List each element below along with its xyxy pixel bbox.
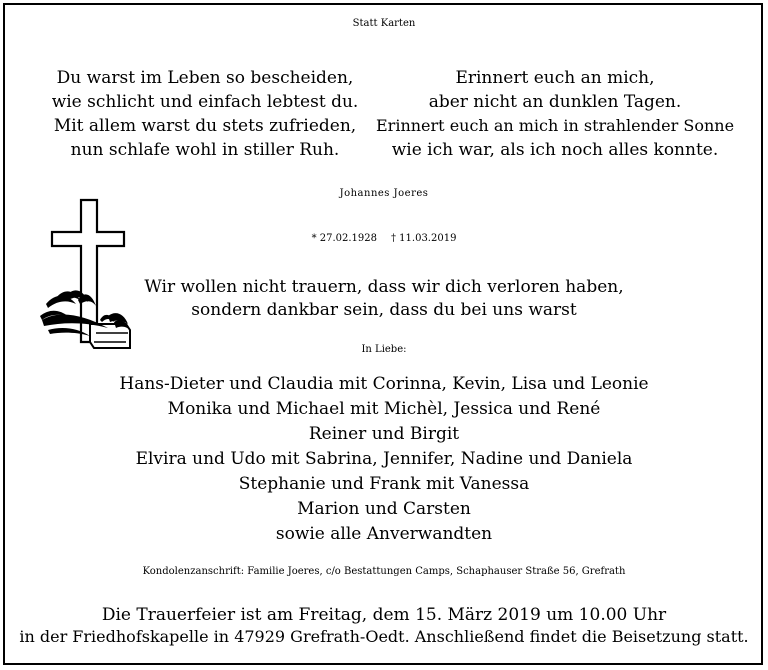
condolence-address: Kondolenzanschrift: Familie Joeres, c/o Bestattungen Camps, Schaphauser Straße 56, Grefrath xyxy=(142,566,626,577)
family-line: Monika und Michael mit Michèl, Jessica und René xyxy=(167,399,601,419)
family-line: Reiner und Birgit xyxy=(308,424,460,444)
deceased-name: Johannes Joeres xyxy=(339,188,429,199)
family-line: Stephanie und Frank mit Vanessa xyxy=(238,474,530,494)
family-list xyxy=(0,372,768,547)
poem-left xyxy=(40,66,370,162)
poem-left-line: wie schlicht und einfach lebtest du. xyxy=(51,92,359,112)
quote-line: sondern dankbar sein, dass du bei uns warst xyxy=(191,300,577,320)
header-statt-karten: Statt Karten xyxy=(352,18,416,29)
memorial-quote xyxy=(0,276,768,322)
family-line: Hans-Dieter und Claudia mit Corinna, Kevin, Lisa und Leonie xyxy=(119,374,649,394)
family-line: Elvira und Udo mit Sabrina, Jennifer, Nadine und Daniela xyxy=(135,449,633,469)
funeral-line: in der Friedhofskapelle in 47929 Grefrath-Oedt. Anschließend findet die Beisetzung statt. xyxy=(19,627,749,646)
birth-date: * 27.02.1928 xyxy=(311,233,377,244)
life-dates xyxy=(0,233,768,244)
poem-left-line: nun schlafe wohl in stiller Ruh. xyxy=(70,140,340,160)
family-line: Marion und Carsten xyxy=(297,499,471,519)
poem-right-line: wie ich war, als ich noch alles konnte. xyxy=(391,140,719,160)
poem-right xyxy=(376,66,734,162)
family-line: sowie alle Anverwandten xyxy=(275,524,493,544)
poem-right-line: Erinnert euch an mich in strahlender Sonne xyxy=(376,116,735,135)
death-date: † 11.03.2019 xyxy=(391,233,457,244)
funeral-line: Die Trauerfeier ist am Freitag, dem 15. März 2019 um 10.00 Uhr xyxy=(101,605,667,625)
poem-right-line: Erinnert euch an mich, xyxy=(455,68,655,88)
poem-right-line: aber nicht an dunklen Tagen. xyxy=(428,92,682,112)
poem-left-line: Du warst im Leben so bescheiden, xyxy=(56,68,354,88)
funeral-info xyxy=(0,604,768,648)
poem-left-line: Mit allem warst du stets zufrieden, xyxy=(53,116,357,136)
quote-line: Wir wollen nicht trauern, dass wir dich verloren haben, xyxy=(144,277,624,297)
in-liebe-label: In Liebe: xyxy=(361,344,407,355)
